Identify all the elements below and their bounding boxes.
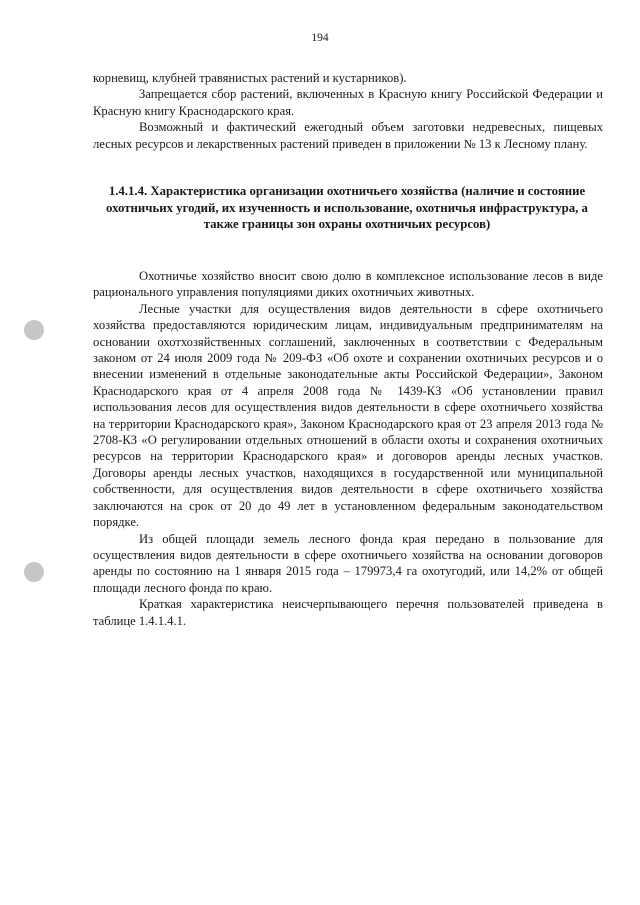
paragraph: Лесные участки для осуществления видов деятельности в сфере охотничьего хозяйства предоставляются юридическим лицам, индивидуальным предпринимателям на основании охотхозяйственных соглашений, заключенных в соответствии с Федеральным законом от 24 июля 2009 года № 209-ФЗ «Об охоте и сохранении охотничьих ресурсов и о внесении изменений в отдельные законодательные акты Российской Федерации», Законом Краснодарского края от 4 апреля 2008 года № 1439-КЗ «Об установлении правил использования лесов для осуществления видов деятельности в сфере охотничьего хозяйства на территории Краснодарского края», Законом Краснодарского края от 23 апреля 2013 года № 2708-КЗ «О регулировании отдельных отношений в области охоты и сохранения охотничьих ресурсов на территории Краснодарского края» и договоров аренды лесных участков. Договоры аренды лесных участков, находящихся в государственной или муниципальной собственности, для осуществления видов деятельности в сфере охотничьего хозяйства заключаются на срок от 20 до 49 лет в установленном федеральным законодательством порядке.	[93, 301, 603, 530]
section-heading: 1.4.1.4. Характеристика организации охотничьего хозяйства (наличие и состояние охотничьих угодий, их изученность и использование, охотничья инфраструктура, а также границы зон охраны охотничьих ресурсов)	[106, 184, 588, 232]
top-text-block	[93, 70, 603, 152]
page-number: 194	[311, 32, 329, 44]
punch-hole-mark	[24, 320, 44, 340]
punch-hole-mark	[24, 562, 44, 582]
paragraph: Из общей площади земель лесного фонда края передано в пользование для осуществления видов деятельности в сфере охотничьего хозяйства на основании договоров аренды по состоянию на 1 января 2015 года – 179973,4 га охотугодий, или 14,2% от общей площади лесного фонда по краю.	[93, 531, 603, 595]
paragraph: Запрещается сбор растений, включенных в Красную книгу Российской Федерации и Красную книгу Краснодарского края.	[93, 87, 603, 118]
paragraph: Охотничье хозяйство вносит свою долю в комплексное использование лесов в виде рационального управления популяциями диких охотничьих животных.	[93, 269, 603, 300]
main-text-block	[93, 268, 603, 629]
paragraph: Краткая характеристика неисчерпывающего перечня пользователей приведена в таблице 1.4.1.4.1.	[93, 597, 603, 628]
paragraph: корневищ, клубней травянистых растений и кустарников).	[93, 71, 407, 85]
paragraph: Возможный и фактический ежегодный объем заготовки недревесных, пищевых лесных ресурсов и лекарственных растений приведен в приложении № 13 к Лесному плану.	[93, 120, 603, 151]
